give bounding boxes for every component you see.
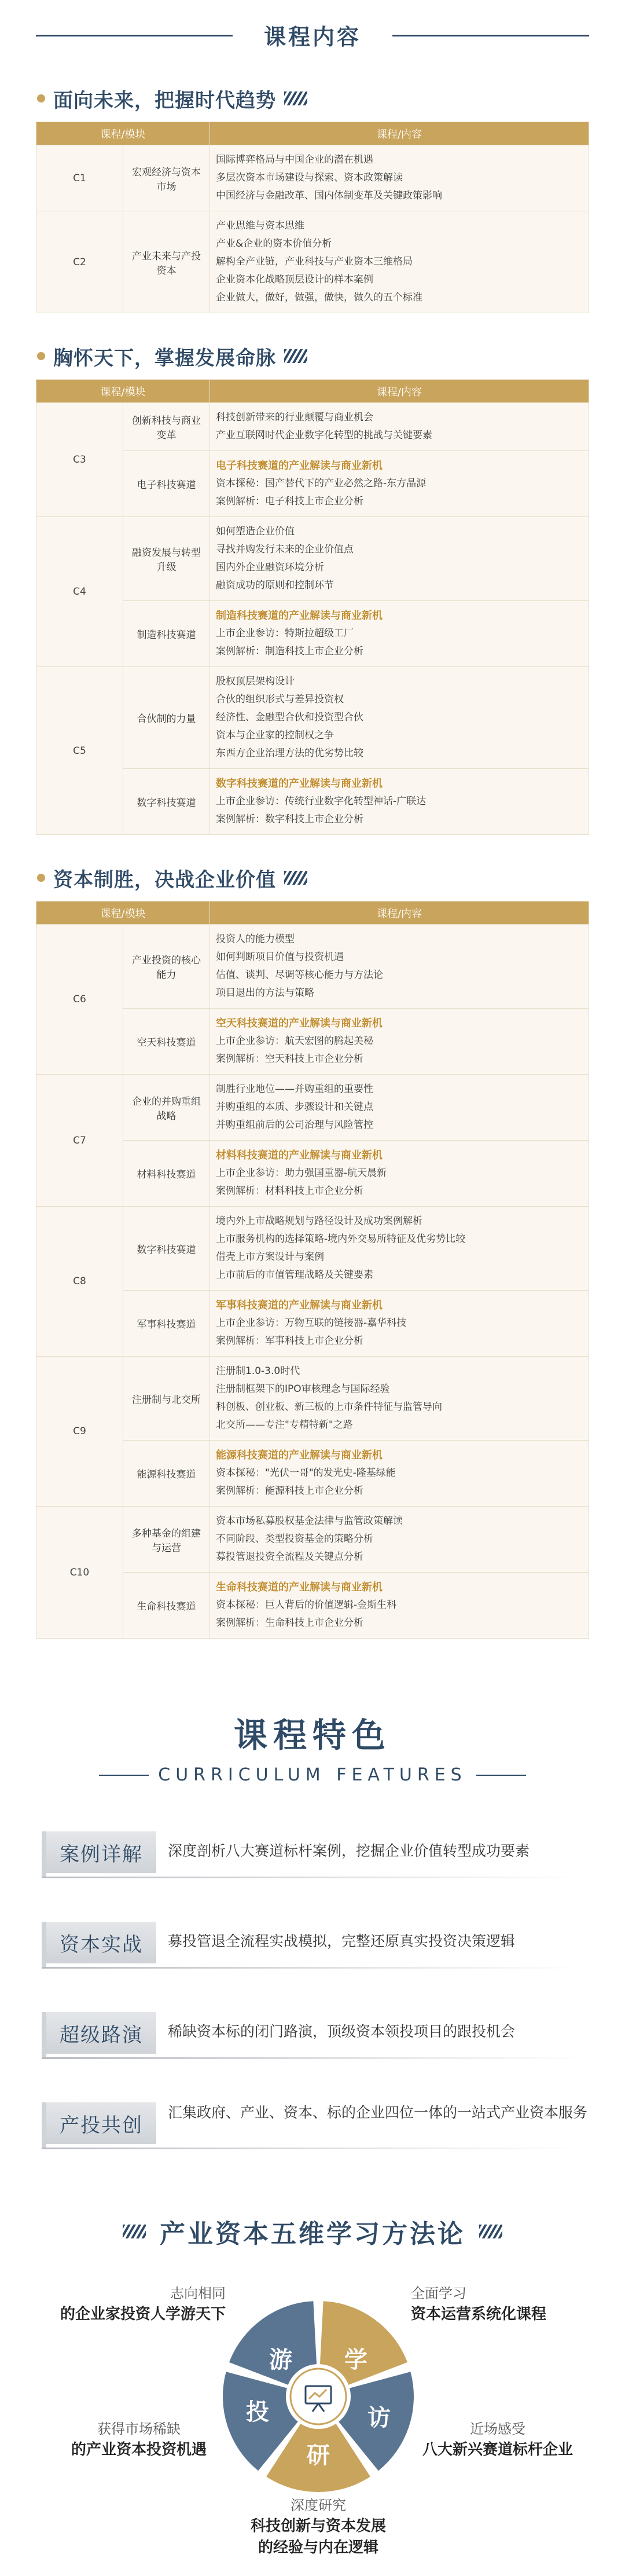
feature-underline xyxy=(42,2057,586,2059)
course-code: C2 xyxy=(36,211,123,313)
label-bottom xyxy=(220,2494,417,2557)
content-line: 投资人的能力模型 xyxy=(216,933,295,945)
module-name: 产业投资的核心能力 xyxy=(123,925,210,1009)
content-line: 科创板、创业板、新三板的上市条件特征与监管导向 xyxy=(216,1401,442,1413)
course-table xyxy=(36,901,589,1639)
course-code: C7 xyxy=(36,1075,123,1207)
label-top-right xyxy=(411,2282,584,2324)
label-mid-left-main: 的产业资本投资机遇 xyxy=(71,2441,207,2458)
content-line-highlight: 军事科技赛道的产业解读与商业新机 xyxy=(216,1299,383,1311)
module-content xyxy=(210,1075,589,1141)
course-code: C1 xyxy=(36,145,123,211)
content-line: 案例解析：数字科技上市企业分析 xyxy=(216,814,363,825)
content-line: 上市企业参访：航天宏图的腾起美秘 xyxy=(216,1035,373,1047)
section-title: 胸怀天下，掌握发展命脉 xyxy=(53,346,276,370)
table-row xyxy=(36,667,589,769)
course-sections xyxy=(0,81,625,1639)
module-content xyxy=(210,1141,589,1207)
module-content xyxy=(210,601,589,667)
course-code: C4 xyxy=(36,517,123,667)
module-content xyxy=(210,1291,589,1357)
module-name: 产业未来与产投资本 xyxy=(123,211,210,313)
content-line: 案例解析：制造科技上市企业分析 xyxy=(216,646,363,657)
content-line: 中国经济与金融改革、国内体制变革及关键政策影响 xyxy=(216,190,442,201)
wheel-label-fang: 访 xyxy=(367,2405,391,2431)
label-mid-right xyxy=(405,2417,590,2459)
module-name: 数字科技赛道 xyxy=(123,1207,210,1291)
content-line: 注册制1.0-3.0时代 xyxy=(216,1365,300,1377)
bullet-dot xyxy=(37,874,45,882)
module-name: 生命科技赛道 xyxy=(123,1573,210,1639)
module-name: 电子科技赛道 xyxy=(123,451,210,517)
content-line: 如何判断项目价值与投资机遇 xyxy=(216,951,344,963)
module-content xyxy=(210,403,589,451)
table-header-row xyxy=(36,122,589,145)
module-content xyxy=(210,1009,589,1075)
divider xyxy=(99,1775,149,1776)
content-line: 如何塑造企业价值 xyxy=(216,526,295,537)
label-top-right-main: 资本运营系统化课程 xyxy=(411,2306,547,2323)
content-line: 产业思维与资本思维 xyxy=(216,220,304,232)
decor-stripes xyxy=(284,871,307,885)
feature-underline xyxy=(42,2148,586,2149)
feature-tag: 超级路演 xyxy=(46,2012,156,2054)
module-name: 合伙制的力量 xyxy=(123,667,210,769)
content-line: 资本探秘：国产替代下的产业必然之路-东方晶源 xyxy=(216,478,427,489)
course-code: C10 xyxy=(36,1507,123,1639)
module-content xyxy=(210,667,589,769)
content-line-highlight: 制造科技赛道的产业解读与商业新机 xyxy=(216,610,383,622)
content-line: 国内外企业融资环境分析 xyxy=(216,562,324,573)
top-banner xyxy=(0,0,625,69)
feature-description: 稀缺资本标的闭门路演，顶级资本领投项目的跟投机会 xyxy=(168,2023,516,2040)
label-mid-right-sub: 近场感受 xyxy=(470,2421,525,2437)
content-line: 国际博弈格局与中国企业的潜在机遇 xyxy=(216,154,373,166)
feature-item xyxy=(0,1922,625,1984)
features-list xyxy=(0,1831,625,2171)
content-line: 产业互联网时代企业数字化转型的挑战与关键要素 xyxy=(216,430,432,441)
content-line-highlight: 能源科技赛道的产业解读与商业新机 xyxy=(216,1449,383,1461)
wheel-label-you: 游 xyxy=(269,2347,292,2373)
content-line: 上市企业参访：助力强国重器-航天晨新 xyxy=(216,1167,387,1179)
content-line: 经济性、金融型合伙和投资型合伙 xyxy=(216,712,363,723)
feature-tag: 案例详解 xyxy=(46,1831,156,1873)
feature-underline xyxy=(42,1967,586,1969)
content-line: 东西方企业治理方法的优劣势比较 xyxy=(216,747,363,759)
content-line: 股权顶层架构设计 xyxy=(216,676,295,687)
column-header-content: 课程/内容 xyxy=(210,122,589,145)
content-line: 企业做大，做好，做强，做快，做久的五个标准 xyxy=(216,292,422,303)
table-row xyxy=(36,1357,589,1441)
module-name: 注册制与北交所 xyxy=(123,1357,210,1441)
module-name: 空天科技赛道 xyxy=(123,1009,210,1075)
content-line: 上市企业参访：万物互联的链接器-嘉华科技 xyxy=(216,1317,407,1329)
content-line: 资本探秘：巨人背后的价值逻辑-金斯生科 xyxy=(216,1599,397,1611)
module-content xyxy=(210,517,589,601)
table-row xyxy=(36,1207,589,1291)
feature-description: 募投管退全流程实战模拟，完整还原真实投资决策逻辑 xyxy=(168,1933,516,1950)
content-line: 注册制框架下的IPO审核理念与国际经验 xyxy=(216,1383,390,1395)
wheel-label-yan: 研 xyxy=(307,2442,330,2469)
feature-underline xyxy=(42,1877,586,1878)
table-header-row xyxy=(36,902,589,925)
wheel-label-xue: 学 xyxy=(344,2347,367,2373)
content-line: 案例解析：电子科技上市企业分析 xyxy=(216,496,363,507)
module-name: 材料科技赛道 xyxy=(123,1141,210,1207)
content-line: 制胜行业地位——并购重组的重要性 xyxy=(216,1083,373,1095)
content-line: 企业资本化战略顶层设计的样本案例 xyxy=(216,274,373,285)
content-line-highlight: 生命科技赛道的产业解读与商业新机 xyxy=(216,1581,383,1593)
section-title: 资本制胜，决战企业价值 xyxy=(53,868,276,892)
table-row xyxy=(36,925,589,1009)
content-line: 产业&企业的资本价值分析 xyxy=(216,238,332,250)
features-title-en-row xyxy=(0,1765,625,1785)
label-bottom-sub: 深度研究 xyxy=(291,2497,346,2513)
content-line: 项目退出的方法与策略 xyxy=(216,987,314,999)
course-code: C5 xyxy=(36,667,123,835)
content-line: 案例解析：空天科技上市企业分析 xyxy=(216,1053,363,1065)
label-top-left-main: 的企业家投资人学游天下 xyxy=(60,2306,226,2323)
features-title-cn: 课程特色 xyxy=(233,1716,391,1755)
column-header-content: 课程/内容 xyxy=(210,380,589,403)
section-title: 面向未来，把握时代趋势 xyxy=(53,89,276,112)
label-mid-left xyxy=(52,2417,226,2459)
content-line: 募投管退投资全流程及关键点分析 xyxy=(216,1551,363,1563)
decor-stripes xyxy=(123,2225,146,2238)
module-name: 制造科技赛道 xyxy=(123,601,210,667)
content-line: 境内外上市战略规划与路径设计及成功案例解析 xyxy=(216,1215,422,1227)
content-line: 多层次资本市场建设与探索、资本政策解读 xyxy=(216,172,403,184)
table-row xyxy=(36,403,589,451)
module-name: 企业的并购重组战略 xyxy=(123,1075,210,1141)
feature-tag: 产投共创 xyxy=(46,2102,156,2144)
content-line-highlight: 电子科技赛道的产业解读与商业新机 xyxy=(216,460,383,472)
content-line: 寻找并购发行未来的企业价值点 xyxy=(216,544,354,555)
column-header-module: 课程/模块 xyxy=(36,380,210,403)
content-line: 解构全产业链，产业科技与产业资本三维格局 xyxy=(216,256,413,268)
content-line: 科技创新带来的行业颠覆与商业机会 xyxy=(216,412,373,423)
module-name: 能源科技赛道 xyxy=(123,1441,210,1507)
table-header-row xyxy=(36,380,589,403)
table-row xyxy=(36,1075,589,1141)
course-table xyxy=(36,379,589,835)
section-heading xyxy=(0,81,625,116)
feature-tab-edge xyxy=(42,2102,46,2148)
module-content xyxy=(210,1507,589,1573)
label-bottom-main-1: 科技创新与资本发展 xyxy=(250,2518,386,2535)
module-content xyxy=(210,145,589,211)
feature-description: 汇集政府、产业、资本、标的企业四位一体的一站式产业资本服务 xyxy=(168,2104,588,2121)
table-row xyxy=(36,211,589,313)
content-line-highlight: 空天科技赛道的产业解读与商业新机 xyxy=(216,1017,383,1029)
label-top-left-sub: 志向相同 xyxy=(170,2285,226,2302)
module-name: 军事科技赛道 xyxy=(123,1291,210,1357)
course-code: C8 xyxy=(36,1207,123,1357)
column-header-content: 课程/内容 xyxy=(210,902,589,925)
content-line: 案例解析：军事科技上市企业分析 xyxy=(216,1335,363,1347)
course-code: C9 xyxy=(36,1357,123,1507)
content-line: 并购重组前后的公司治理与风险管控 xyxy=(216,1119,373,1131)
feature-tab-edge xyxy=(42,1922,46,1967)
label-top-left xyxy=(41,2282,226,2324)
content-line: 上市前后的市值管理战略及关键要素 xyxy=(216,1269,373,1281)
content-line-highlight: 材料科技赛道的产业解读与商业新机 xyxy=(216,1149,383,1161)
content-line: 并购重组的本质、步骤设计和关键点 xyxy=(216,1101,373,1113)
module-name: 宏观经济与资本市场 xyxy=(123,145,210,211)
course-code: C6 xyxy=(36,925,123,1075)
content-line: 不同阶段、类型投资基金的策略分析 xyxy=(216,1533,373,1545)
decor-stripes xyxy=(284,349,307,363)
label-top-right-sub: 全面学习 xyxy=(411,2285,466,2302)
content-line: 北交所——专注"专精特新"之路 xyxy=(216,1419,353,1431)
feature-description: 深度剖析八大赛道标杆案例，挖掘企业价值转型成功要素 xyxy=(168,1842,530,1859)
page-title: 课程内容 xyxy=(251,19,374,51)
content-line: 案例解析：材料科技上市企业分析 xyxy=(216,1185,363,1197)
wheel-label-tou: 投 xyxy=(246,2399,269,2425)
content-line-highlight: 数字科技赛道的产业解读与商业新机 xyxy=(216,778,383,790)
label-bottom-main-2: 的经验与内在逻辑 xyxy=(258,2539,378,2556)
content-line: 估值、谈判、尽调等核心能力与方法论 xyxy=(216,969,383,981)
module-name: 多种基金的组建与运营 xyxy=(123,1507,210,1573)
column-header-module: 课程/模块 xyxy=(36,122,210,145)
section-heading xyxy=(0,339,625,373)
banner-line-right xyxy=(392,35,589,36)
content-line: 上市企业参访：特斯拉超级工厂 xyxy=(216,628,354,639)
content-line: 上市服务机构的选择策略-境内外交易所特征及优劣势比较 xyxy=(216,1233,466,1245)
method-title xyxy=(0,2211,625,2252)
table-row xyxy=(36,1507,589,1573)
features-title xyxy=(0,1708,625,1785)
feature-item xyxy=(0,2102,625,2171)
course-table xyxy=(36,122,589,313)
table-row xyxy=(36,517,589,601)
feature-item xyxy=(0,2012,625,2075)
content-line: 资本市场私募股权基金法律与监管政策解读 xyxy=(216,1515,403,1527)
feature-tab-edge xyxy=(42,2012,46,2057)
content-line: 案例解析：能源科技上市企业分析 xyxy=(216,1485,363,1497)
module-name: 数字科技赛道 xyxy=(123,769,210,835)
module-content xyxy=(210,1357,589,1441)
content-line: 上市企业参访：传统行业数字化转型神话-广联达 xyxy=(216,796,427,807)
method-title-text: 产业资本五维学习方法论 xyxy=(160,2219,465,2249)
module-content xyxy=(210,211,589,313)
decor-stripes xyxy=(284,91,307,105)
divider xyxy=(476,1775,526,1776)
content-line: 资本与企业家的控制权之争 xyxy=(216,730,334,741)
module-name: 融资发展与转型升级 xyxy=(123,517,210,601)
bullet-dot xyxy=(37,94,45,102)
module-content xyxy=(210,1573,589,1639)
module-content xyxy=(210,1441,589,1507)
module-content xyxy=(210,1207,589,1291)
module-content xyxy=(210,451,589,517)
bullet-dot xyxy=(37,352,45,360)
content-line: 案例解析：生命科技上市企业分析 xyxy=(216,1617,363,1629)
content-line: 借壳上市方案设计与案例 xyxy=(216,1251,324,1263)
table-row xyxy=(36,145,589,211)
module-name: 创新科技与商业变革 xyxy=(123,403,210,451)
features-title-en: CURRICULUM FEATURES xyxy=(158,1765,467,1785)
module-content xyxy=(210,925,589,1009)
content-line: 合伙的组织形式与差异投资权 xyxy=(216,694,344,705)
banner-line-left xyxy=(36,35,233,36)
label-mid-right-main: 八大新兴赛道标杆企业 xyxy=(422,2441,573,2458)
feature-tab-edge xyxy=(42,1831,46,1877)
feature-tag: 资本实战 xyxy=(46,1922,156,1963)
method-diagram xyxy=(0,2252,625,2576)
label-mid-left-sub: 获得市场稀缺 xyxy=(97,2421,181,2437)
content-line: 融资成功的原则和控制环节 xyxy=(216,580,334,591)
content-line: 资本探秘："光伏一哥"的发光史-隆基绿能 xyxy=(216,1467,396,1479)
column-header-module: 课程/模块 xyxy=(36,902,210,925)
module-content xyxy=(210,769,589,835)
course-code: C3 xyxy=(36,403,123,517)
section-heading xyxy=(0,860,625,895)
decor-stripes xyxy=(479,2225,502,2238)
feature-item xyxy=(0,1831,625,1894)
